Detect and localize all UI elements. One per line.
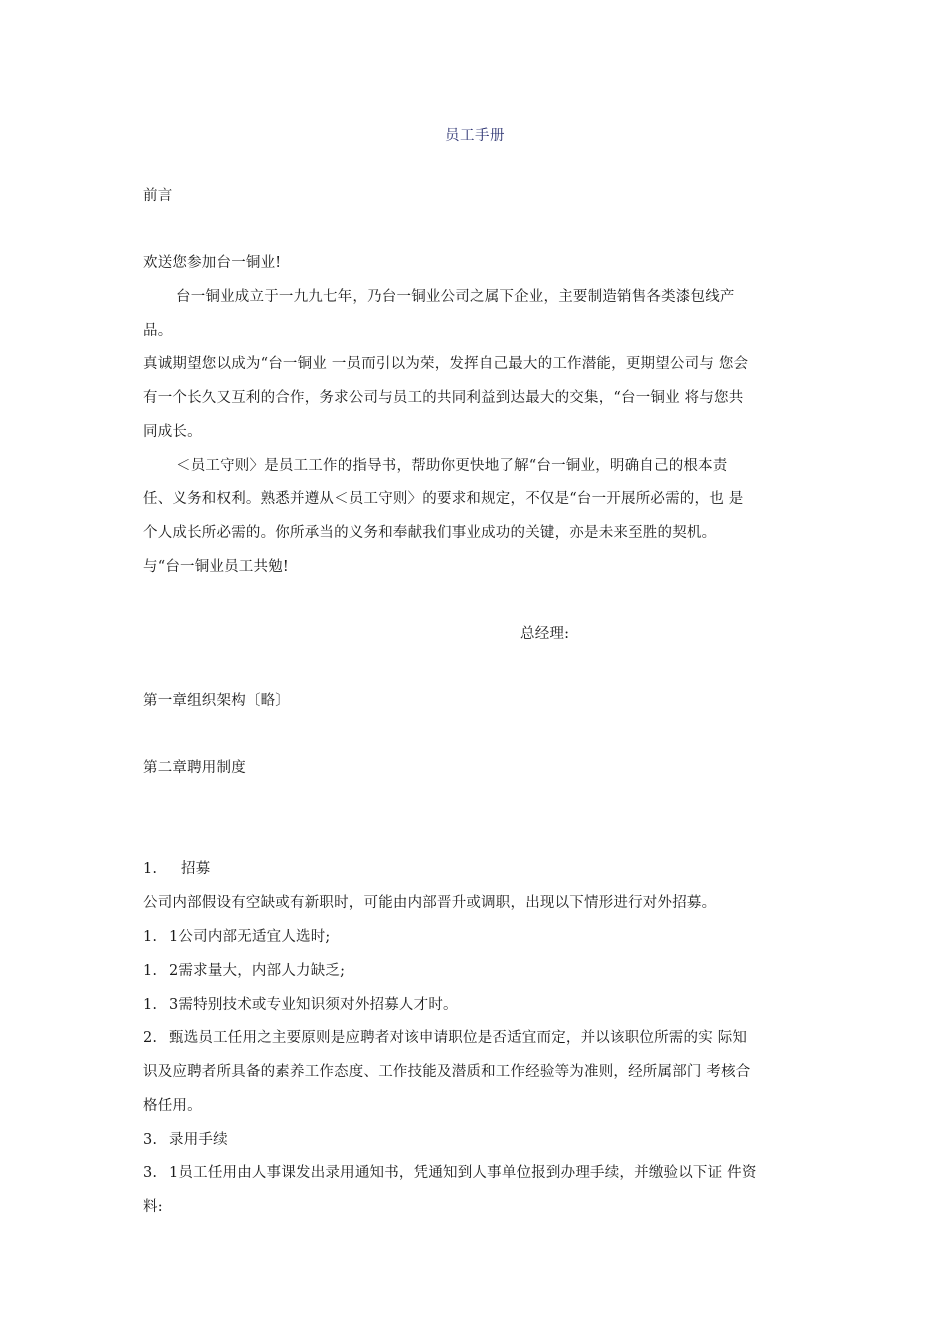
paragraph-line: 任、义务和权利。熟悉并遵从＜员工守则〉的要求和规定，不仅是“台一开展所必需的，也 是 — [143, 491, 744, 507]
preface-heading: 前言 — [143, 188, 173, 204]
paragraph-line: 料: — [143, 1199, 163, 1215]
list-item — [143, 927, 331, 947]
item-number: 1. — [143, 997, 158, 1013]
section-title: 招募 — [181, 861, 211, 877]
chapter-heading: 第一章组织架构〔略〕 — [143, 693, 290, 709]
closing-line: 与“台一铜业员工共勉! — [143, 559, 289, 575]
item-text: 1公司内部无适宜人选时; — [169, 929, 331, 945]
chapter-heading: 第二章聘用制度 — [143, 760, 246, 776]
item-text: 甄选员工任用之主要原则是应聘者对该申请职位是否适宜而定，并以该职位所需的实 际知 — [169, 1030, 748, 1046]
paragraph-line: 公司内部假设有空缺或有新职时，可能由内部晋升或调职，出现以下情形进行对外招募。 — [143, 895, 717, 911]
paragraph-line: 识及应聘者所具备的素养工作态度、工作技能及潜质和工作经验等为准则，经所属部门 考核合 — [143, 1064, 751, 1080]
item-number: 2. — [143, 1030, 158, 1046]
paragraph-line: 格任用。 — [143, 1098, 202, 1114]
list-item — [143, 1028, 747, 1048]
signature-label: 总经理: — [520, 626, 570, 642]
paragraph-line: 台一铜业成立于一九九七年，乃台一铜业公司之属下企业，主要制造销售各类漆包线产 — [176, 289, 735, 305]
paragraph-line: 同成长。 — [143, 424, 202, 440]
paragraph-line: 有一个长久又互利的合作，务求公司与员工的共同利益到达最大的交集，“台一铜业 将与您共 — [143, 390, 744, 406]
paragraph-line: 个人成长所必需的。你所承当的义务和奉献我们事业成功的关键，亦是未来至胜的契机。 — [143, 525, 717, 541]
item-number: 1. — [143, 963, 158, 979]
item-text: 2需求量大，内部人力缺乏; — [169, 963, 346, 979]
welcome-line: 欢送您参加台一铜业! — [143, 255, 282, 271]
item-number: 3. — [143, 1165, 158, 1181]
paragraph-line: 品。 — [143, 323, 173, 339]
list-item — [143, 961, 345, 981]
section-heading — [143, 859, 210, 879]
document-title: 员工手册 — [445, 128, 505, 144]
section-number: 3. — [143, 1132, 158, 1148]
paragraph-line: 真诚期望您以成为“台一铜业 一员而引以为荣，发挥自己最大的工作潜能，更期望公司与 您会 — [143, 356, 749, 372]
paragraph-line: ＜员工守则〉是员工工作的指导书，帮助你更快地了解“台一铜业，明确自己的根本责 — [176, 458, 728, 474]
item-number: 1. — [143, 929, 158, 945]
item-text: 1员工任用由人事课发出录用通知书，凭通知到人事单位报到办理手续，并缴验以下证 件资 — [169, 1165, 757, 1181]
section-number: 1. — [143, 861, 158, 877]
list-item — [143, 1163, 757, 1183]
item-text: 3需特别技术或专业知识须对外招募人才时。 — [169, 997, 458, 1013]
section-heading — [143, 1130, 228, 1150]
section-title: 录用手续 — [169, 1132, 228, 1148]
list-item — [143, 995, 458, 1015]
